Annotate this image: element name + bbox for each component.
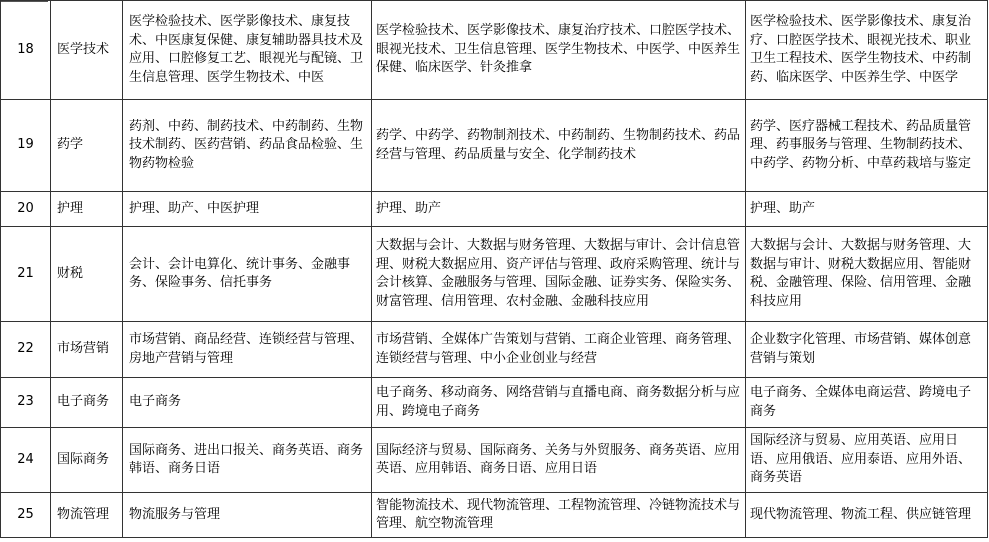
- secondary-majors-cell: 市场营销、商品经营、连锁经营与管理、房地产营销与管理: [123, 322, 372, 378]
- undergrad-vocational-majors-cell: 企业数字化管理、市场营销、媒体创意营销与策划: [746, 322, 988, 378]
- higher-vocational-majors-cell: 市场营销、全媒体广告策划与营销、工商企业管理、商务管理、连锁经营与管理、中小企业创业与经营: [372, 322, 746, 378]
- category-cell: 护理: [51, 192, 123, 227]
- secondary-majors-cell: 医学检验技术、医学影像技术、康复技术、中医康复保健、康复辅助器具技术及应用、口腔修复工艺、眼视光与配镜、卫生信息管理、医学生物技术、中医: [123, 1, 372, 100]
- higher-vocational-majors-cell: 医学检验技术、医学影像技术、康复治疗技术、口腔医学技术、眼视光技术、卫生信息管理、医学生物技术、中医学、中医养生保健、临床医学、针灸推拿: [372, 1, 746, 100]
- row-number: 25: [1, 493, 51, 538]
- higher-vocational-majors-cell: 电子商务、移动商务、网络营销与直播电商、商务数据分析与应用、跨境电子商务: [372, 378, 746, 428]
- undergrad-vocational-majors-cell: 药学、医疗器械工程技术、药品质量管理、药事服务与管理、生物制药技术、中药学、药物分析、中草药栽培与鉴定: [746, 100, 988, 192]
- undergrad-vocational-majors-cell: 医学检验技术、医学影像技术、康复治疗、口腔医学技术、眼视光技术、职业卫生工程技术、医学生物技术、中药制药、临床医学、中医养生学、中医学: [746, 1, 988, 100]
- secondary-majors-cell: 国际商务、进出口报关、商务英语、商务韩语、商务日语: [123, 428, 372, 493]
- row-number: 18: [1, 1, 51, 100]
- row-number: 21: [1, 227, 51, 322]
- table-row: [1, 100, 988, 192]
- table-row: [1, 428, 988, 493]
- table-row: [1, 378, 988, 428]
- undergrad-vocational-majors-cell: 电子商务、全媒体电商运营、跨境电子商务: [746, 378, 988, 428]
- table-row: [1, 192, 988, 227]
- category-cell: 国际商务: [51, 428, 123, 493]
- table-row: [1, 1, 988, 100]
- row-number: 19: [1, 100, 51, 192]
- higher-vocational-majors-cell: 国际经济与贸易、国际商务、关务与外贸服务、商务英语、应用英语、应用韩语、商务日语、应用日语: [372, 428, 746, 493]
- category-cell: 市场营销: [51, 322, 123, 378]
- category-cell: 医学技术: [51, 1, 123, 100]
- secondary-majors-cell: 会计、会计电算化、统计事务、金融事务、保险事务、信托事务: [123, 227, 372, 322]
- undergrad-vocational-majors-cell: 现代物流管理、物流工程、供应链管理: [746, 493, 988, 538]
- row-number: 20: [1, 192, 51, 227]
- row-number: 24: [1, 428, 51, 493]
- higher-vocational-majors-cell: 智能物流技术、现代物流管理、工程物流管理、冷链物流技术与管理、航空物流管理: [372, 493, 746, 538]
- table-row: [1, 322, 988, 378]
- secondary-majors-cell: 护理、助产、中医护理: [123, 192, 372, 227]
- higher-vocational-majors-cell: 药学、中药学、药物制剂技术、中药制药、生物制药技术、药品经营与管理、药品质量与安全、化学制药技术: [372, 100, 746, 192]
- table-row: [1, 227, 988, 322]
- undergrad-vocational-majors-cell: 国际经济与贸易、应用英语、应用日语、应用俄语、应用泰语、应用外语、商务英语: [746, 428, 988, 493]
- secondary-majors-cell: 药剂、中药、制药技术、中药制药、生物技术制药、医药营销、药品食品检验、生物药物检验: [123, 100, 372, 192]
- row-number: 22: [1, 322, 51, 378]
- category-cell: 电子商务: [51, 378, 123, 428]
- secondary-majors-cell: 电子商务: [123, 378, 372, 428]
- category-cell: 财税: [51, 227, 123, 322]
- undergrad-vocational-majors-cell: 护理、助产: [746, 192, 988, 227]
- category-cell: 物流管理: [51, 493, 123, 538]
- row-number: 23: [1, 378, 51, 428]
- higher-vocational-majors-cell: 大数据与会计、大数据与财务管理、大数据与审计、会计信息管理、财税大数据应用、资产评估与管理、政府采购管理、统计与会计核算、金融服务与管理、国际金融、证券实务、保险实务、财富管理、信用管理、农村金融、金融科技应用: [372, 227, 746, 322]
- table-row: [1, 493, 988, 538]
- undergrad-vocational-majors-cell: 大数据与会计、大数据与财务管理、大数据与审计、财税大数据应用、智能财税、金融管理、保险、信用管理、金融科技应用: [746, 227, 988, 322]
- secondary-majors-cell: 物流服务与管理: [123, 493, 372, 538]
- category-cell: 药学: [51, 100, 123, 192]
- higher-vocational-majors-cell: 护理、助产: [372, 192, 746, 227]
